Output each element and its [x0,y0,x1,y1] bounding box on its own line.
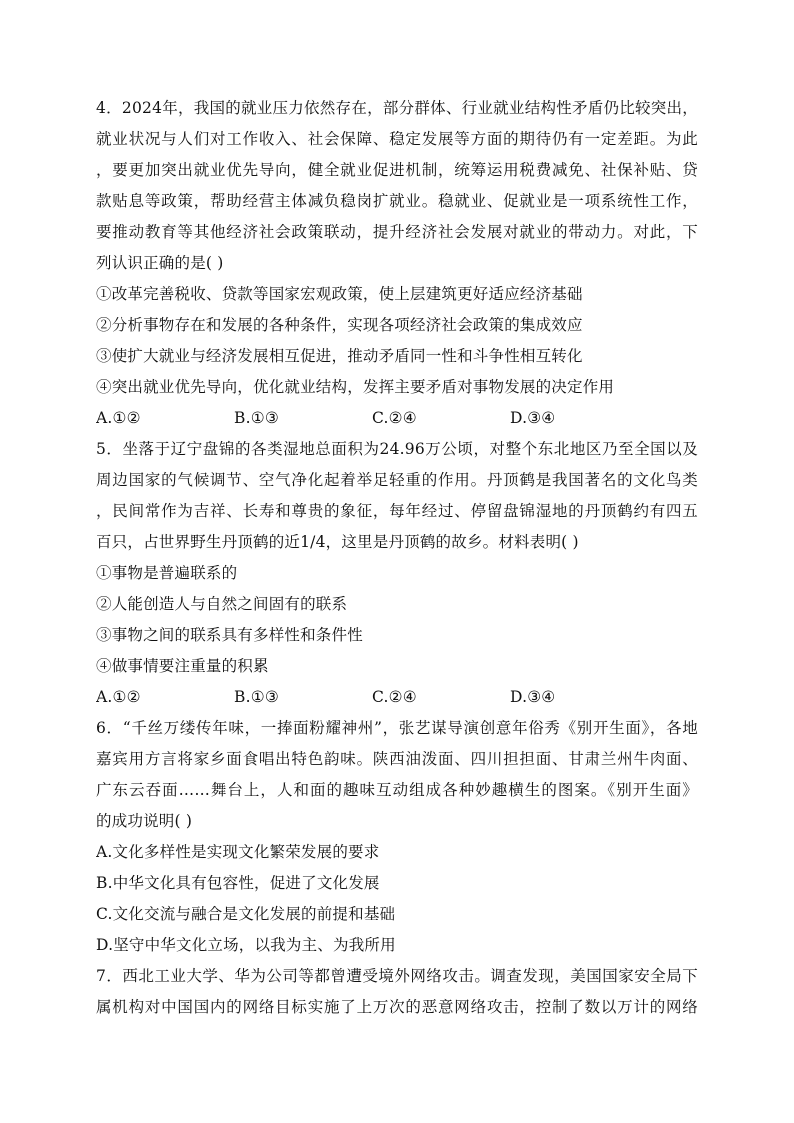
option-d: D.③④ [510,688,556,706]
question-5-stem-line: 百只，占世界野生丹顶鹤的近1/4，这里是丹顶鹤的故乡。材料表明( ) [96,533,579,551]
question-4-stem-line: 4．2024年，我国的就业压力依然存在，部分群体、行业就业结构性矛盾仍比较突出， [96,99,698,117]
option-b: B.①③ [234,409,279,427]
question-5-statement: ③事物之间的联系具有多样性和条件性 [96,626,363,644]
option-b: B.①③ [234,688,279,706]
question-4-statement: ③使扩大就业与经济发展相互促进，推动矛盾同一性和斗争性相互转化 [96,347,583,365]
question-6-stem-line: 广东云吞面……舞台上，人和面的趣味互动组成各种妙趣横生的图案。《别开生面》 [96,781,698,799]
question-5-stem-line: 周边国家的气候调节、空气净化起着举足轻重的作用。丹顶鹤是我国著名的文化鸟类 [96,471,698,489]
question-6-stem-line: 6．“千丝万缕传年味，一捧面粉耀神州”，张艺谋导演创意年俗秀《别开生面》，各地 [96,719,698,737]
question-7 [96,961,698,1023]
question-5-statement: ④做事情要注重量的积累 [96,657,269,675]
question-4-statement: ①改革完善税收、贷款等国家宏观政策，使上层建筑更好适应经济基础 [96,285,583,303]
question-4-statement: ②分析事物存在和发展的各种条件，实现各项经济社会政策的集成效应 [96,316,583,334]
option-c: C.②④ [372,409,417,427]
option-d: D.坚守中华文化立场，以我为主、为我所用 [96,936,396,954]
question-4-stem-line: 列认识正确的是( ) [96,254,224,272]
question-4-stem-line: 就业状况与人们对工作收入、社会保障、稳定发展等方面的期待仍有一定差距。为此 [96,130,698,148]
option-a: A.文化多样性是实现文化繁荣发展的要求 [96,843,380,861]
question-5-stem-line: ，民间常作为吉祥、长寿和尊贵的象征，每年经过、停留盘锦湿地的丹顶鹤约有四五 [96,502,698,520]
question-4-statement: ④突出就业优先导向，优化就业结构，发挥主要矛盾对事物发展的决定作用 [96,378,615,396]
question-6-stem-line: 的成功说明( ) [96,812,193,830]
question-6 [96,713,698,961]
page-content [96,93,698,1023]
question-5-options [96,682,698,713]
question-5-statement: ①事物是普遍联系的 [96,564,238,582]
option-c: C.文化交流与融合是文化发展的前提和基础 [96,905,396,923]
question-4-options [96,403,698,434]
option-d: D.③④ [510,409,556,427]
option-c: C.②④ [372,688,417,706]
question-5-stem-line: 5．坐落于辽宁盘锦的各类湿地总面积为24.96万公顷，对整个东北地区乃至全国以及 [96,440,698,458]
question-4-stem-line: 要推动教育等其他经济社会政策联动，提升经济社会发展对就业的带动力。对此，下 [96,223,698,241]
question-7-stem-line: 属机构对中国国内的网络目标实施了上万次的恶意网络攻击，控制了数以万计的网络 [96,998,698,1016]
question-6-stem-line: 嘉宾用方言将家乡面食唱出特色韵味。陕西油泼面、四川担担面、甘肃兰州牛肉面、 [96,750,698,768]
option-a: A.①② [96,688,141,706]
question-4-stem-line: ，要更加突出就业优先导向，健全就业促进机制，统筹运用税费减免、社保补贴、贷 [96,161,698,179]
question-4-stem-line: 款贴息等政策，帮助经营主体减负稳岗扩就业。稳就业、促就业是一项系统性工作， [96,192,698,210]
question-5 [96,434,698,713]
option-a: A.①② [96,409,141,427]
option-b: B.中华文化具有包容性，促进了文化发展 [96,874,380,892]
question-5-statement: ②人能创造人与自然之间固有的联系 [96,595,348,613]
question-7-stem-line: 7．西北工业大学、华为公司等都曾遭受境外网络攻击。调查发现，美国国家安全局下 [96,967,698,985]
question-4 [96,93,698,434]
